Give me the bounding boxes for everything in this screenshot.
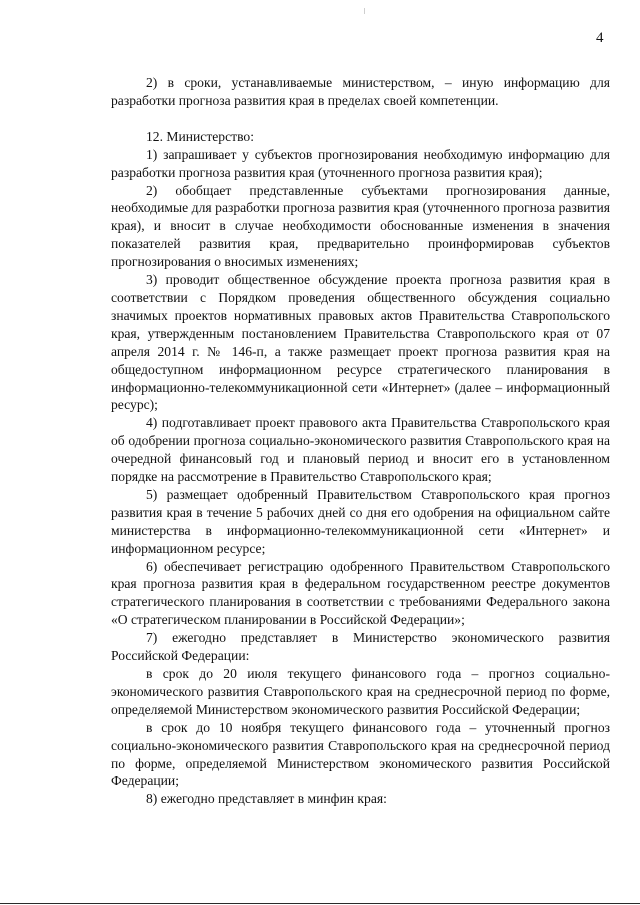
paragraph-12-1-requests: 1) запрашивает у субъектов прогнозирования необходимую информацию для разработки прогноза развития края (уточненного прогноза развития края); (111, 146, 610, 180)
page-bottom-edge (0, 903, 640, 904)
paragraph-12-6-registration: 6) обеспечивает регистрацию одобренного Правительством Ставропольского края прогноза развития края в федеральном государственном реестре документов стратегического планирования в соответствии с требованиями Федерального закона «О стратегическом планировании в Российской Федерации»; (111, 558, 610, 628)
paragraph-section-12-heading: 12. Министерство: (146, 128, 254, 144)
page-number: 4 (596, 30, 604, 46)
paragraph-12-3-public-discussion: 3) проводит общественное обсуждение проекта прогноза развития края в соответствии с Порядком проведения общественного обсуждения социально значимых проектов нормативных правовых актов Правительства Ставропольского края, утвержденным постановлением Правительства Ставропольского края от 07 апреля 2014 г. № 146-п, а также размещает проект прогноза развития края на общедоступном информационном ресурсе стратегического планирования в информационно-телекоммуникационной сети «Интернет» (далее – информационный ресурс); (111, 272, 610, 413)
paragraph-12-7-annual-submission: 7) ежегодно представляет в Министерство экономического развития Российской Федерации: (111, 630, 610, 664)
paragraph-12-7-july-deadline: в срок до 20 июля текущего финансового года – прогноз социально-экономического развития Ставропольского края на среднесрочной период по форме, определяемой Министерством экономического развития Российской Федерации; (111, 666, 610, 717)
paragraph-12-4-prepares-draft: 4) подготавливает проект правового акта Правительства Ставропольского края об одобрении прогноза социально-экономического развития Ставропольского края на очередной финансовый год и плановый период и вносит его в установленном порядке на рассмотрение в Правительство Ставропольского края; (111, 415, 610, 485)
paragraph-12-5-publishes: 5) размещает одобренный Правительством Ставропольского края прогноз развития края в течение 5 рабочих дней со дня его одобрения на официальном сайте министерства в информационно-телекоммуникационной сети «Интернет» и информационном ресурсе; (111, 486, 610, 556)
paragraph-clause-2-other-info: 2) в сроки, устанавливаемые министерством, – иную информацию для разработки прогноза развития края в пределах своей компетенции. (111, 75, 610, 108)
paragraph-12-2-summarizes: 2) обобщает представленные субъектами прогнозирования данные, необходимые для разработки прогноза развития края (уточненного прогноза развития края), и вносит в случае необходимости обоснованные изменения в значения показателей развития края, предварительно проинформировав субъектов прогнозирования о вносимых изменениях; (111, 182, 610, 270)
document-body (111, 74, 610, 808)
paragraph-12-7-november-deadline: в срок до 10 ноября текущего финансового года – уточненный прогноз социально-экономического развития Ставропольского края на среднесрочной период по форме, определяемой Министерством экономического развития Российской Федерации; (111, 719, 610, 789)
scan-mark (364, 8, 365, 14)
paragraph-12-8-minfin: 8) ежегодно представляет в минфин края: (146, 791, 387, 807)
